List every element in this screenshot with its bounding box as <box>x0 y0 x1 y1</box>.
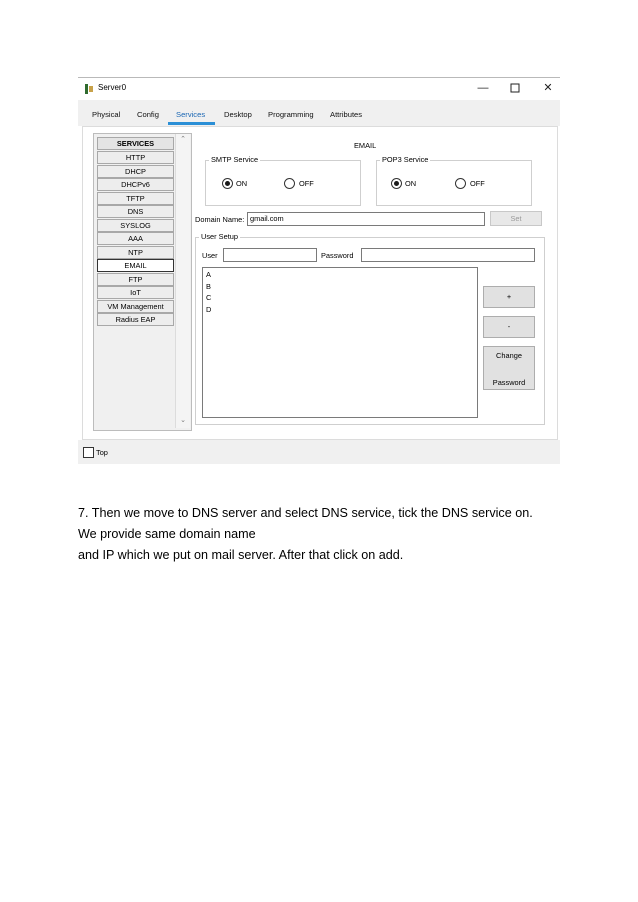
smtp-on-label: ON <box>236 179 248 188</box>
domain-name-input[interactable]: gmail.com <box>247 212 485 226</box>
services-sidebar <box>93 133 192 431</box>
tab-desktop[interactable]: Desktop <box>224 110 252 119</box>
password-input[interactable] <box>361 248 535 262</box>
sidebar-item-tftp[interactable]: TFTP <box>97 192 174 205</box>
top-checkbox-label: Top <box>96 448 108 457</box>
sidebar-item-ftp[interactable]: FTP <box>97 273 174 286</box>
sidebar-item-dhcpv6[interactable]: DHCPv6 <box>97 178 174 191</box>
smtp-on-radio[interactable] <box>222 178 233 189</box>
bottom-bar <box>78 440 560 464</box>
body-text-line-1: 7. Then we move to DNS server and select DNS service, tick the DNS service on. <box>78 506 533 520</box>
top-checkbox[interactable] <box>83 447 94 458</box>
server-icon <box>84 82 94 94</box>
domain-name-label: Domain Name: <box>195 215 245 224</box>
sidebar-item-email[interactable]: EMAIL <box>97 259 174 272</box>
pop3-on-radio[interactable] <box>391 178 402 189</box>
pop3-off-label: OFF <box>470 179 485 188</box>
smtp-off-radio[interactable] <box>284 178 295 189</box>
sidebar-item-vm-management[interactable]: VM Management <box>97 300 174 313</box>
smtp-off-label: OFF <box>299 179 314 188</box>
email-pane-title: EMAIL <box>354 141 377 150</box>
sidebar-scrollbar[interactable] <box>175 134 190 428</box>
scroll-down-icon[interactable]: ⌄ <box>180 417 186 424</box>
body-text-line-2: We provide same domain name <box>78 527 256 541</box>
sidebar-item-radius-eap[interactable]: Radius EAP <box>97 313 174 326</box>
sidebar-header: SERVICES <box>97 137 174 150</box>
set-button[interactable]: Set <box>490 211 542 226</box>
tab-bar <box>78 100 560 126</box>
title-bar <box>78 78 560 100</box>
smtp-service-legend: SMTP Service <box>211 155 259 164</box>
pop3-off-radio[interactable] <box>455 178 466 189</box>
tab-attributes[interactable]: Attributes <box>330 110 363 119</box>
services-panel <box>82 126 558 440</box>
sidebar-item-syslog[interactable]: SYSLOG <box>97 219 174 232</box>
user-input[interactable] <box>223 248 317 262</box>
sidebar-item-dhcp[interactable]: DHCP <box>97 165 174 178</box>
pop3-service-legend: POP3 Service <box>382 155 429 164</box>
sidebar-item-aaa[interactable]: AAA <box>97 232 174 245</box>
add-user-button[interactable]: + <box>483 286 535 308</box>
list-item[interactable]: C <box>206 293 212 302</box>
remove-user-button[interactable]: - <box>483 316 535 338</box>
sidebar-item-iot[interactable]: IoT <box>97 286 174 299</box>
list-item[interactable]: B <box>206 281 211 291</box>
change-password-label-2: Password <box>492 378 526 387</box>
sidebar-item-dns[interactable]: DNS <box>97 205 174 218</box>
sidebar-item-http[interactable]: HTTP <box>97 151 174 164</box>
scroll-up-icon[interactable]: ⌃ <box>180 136 186 143</box>
password-label: Password <box>321 251 354 260</box>
body-text-line-3: and IP which we put on mail server. After that click on add. <box>78 548 404 562</box>
tab-services[interactable]: Services <box>176 110 206 119</box>
active-tab-indicator <box>168 122 215 125</box>
window-title: Server0 <box>98 83 127 92</box>
user-list[interactable] <box>202 267 478 418</box>
user-label: User <box>202 251 218 260</box>
server-window <box>78 77 560 464</box>
tab-config[interactable]: Config <box>137 110 159 119</box>
list-item[interactable]: A <box>206 270 211 279</box>
close-icon[interactable]: ✕ <box>543 82 553 94</box>
maximize-icon[interactable] <box>508 81 522 95</box>
sidebar-item-ntp[interactable]: NTP <box>97 246 174 259</box>
minimize-icon[interactable]: — <box>477 82 489 94</box>
change-password-label-1: Change <box>496 351 522 360</box>
user-setup-legend: User Setup <box>201 232 238 241</box>
list-item[interactable]: D <box>206 304 212 314</box>
tab-physical[interactable]: Physical <box>92 110 121 119</box>
change-password-button[interactable] <box>483 346 535 390</box>
pop3-on-label: ON <box>405 179 417 188</box>
tab-programming[interactable]: Programming <box>268 110 314 119</box>
